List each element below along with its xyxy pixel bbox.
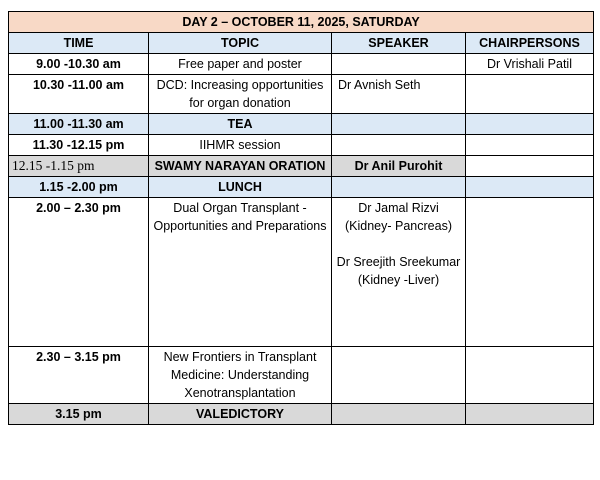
schedule-table — [8, 11, 594, 425]
header-time: TIME — [9, 33, 149, 54]
time-cell: 3.15 pm — [9, 404, 149, 425]
topic-cell: IIHMR session — [149, 135, 332, 156]
chair-cell: Dr Vrishali Patil — [466, 54, 594, 75]
table-row — [9, 54, 594, 75]
chair-cell — [466, 347, 594, 404]
speaker-name: Dr Sreejith Sreekumar (Kidney -Liver) — [336, 255, 461, 287]
topic-cell: Dual Organ Transplant - Opportunities and Preparations — [149, 198, 332, 347]
table-row — [9, 135, 594, 156]
speaker-cell — [332, 404, 466, 425]
speaker-cell — [332, 347, 466, 404]
speaker-cell — [332, 177, 466, 198]
table-row — [9, 347, 594, 404]
chair-cell — [466, 177, 594, 198]
chair-cell — [466, 114, 594, 135]
table-row — [9, 75, 594, 114]
topic-cell: Free paper and poster — [149, 54, 332, 75]
title-row — [9, 12, 594, 33]
time-cell: 10.30 -11.00 am — [9, 75, 149, 114]
topic-cell: New Frontiers in Transplant Medicine: Understanding Xenotransplantation — [149, 347, 332, 404]
header-chairpersons: CHAIRPERSONS — [466, 33, 594, 54]
speaker-cell: Dr Anil Purohit — [332, 156, 466, 177]
topic-cell: TEA — [149, 114, 332, 135]
time-cell: 2.00 – 2.30 pm — [9, 198, 149, 347]
table-row — [9, 177, 594, 198]
speaker-cell — [332, 135, 466, 156]
chair-cell — [466, 156, 594, 177]
chair-cell — [466, 135, 594, 156]
time-cell: 1.15 -2.00 pm — [9, 177, 149, 198]
speaker-cell — [332, 114, 466, 135]
table-row — [9, 114, 594, 135]
table-row — [9, 198, 594, 347]
chair-cell — [466, 404, 594, 425]
topic-cell: DCD: Increasing opportunities for organ donation — [149, 75, 332, 114]
speaker-cell — [332, 54, 466, 75]
speaker-cell: Dr Avnish Seth — [332, 75, 466, 114]
topic-cell: VALEDICTORY — [149, 404, 332, 425]
speaker-cell — [332, 198, 466, 347]
day-title: DAY 2 – OCTOBER 11, 2025, SATURDAY — [9, 12, 594, 33]
time-cell: 2.30 – 3.15 pm — [9, 347, 149, 404]
spacer — [335, 235, 462, 253]
header-topic: TOPIC — [149, 33, 332, 54]
speaker-name: Dr Jamal Rizvi (Kidney- Pancreas) — [345, 201, 452, 233]
topic-cell: SWAMY NARAYAN ORATION — [149, 156, 332, 177]
time-cell: 11.00 -11.30 am — [9, 114, 149, 135]
time-cell: 9.00 -10.30 am — [9, 54, 149, 75]
time-cell: 11.30 -12.15 pm — [9, 135, 149, 156]
topic-cell: LUNCH — [149, 177, 332, 198]
header-speaker: SPEAKER — [332, 33, 466, 54]
time-cell: 12.15 -1.15 pm — [9, 156, 149, 177]
table-row — [9, 404, 594, 425]
chair-cell — [466, 75, 594, 114]
chair-cell — [466, 198, 594, 347]
header-row — [9, 33, 594, 54]
table-row — [9, 156, 594, 177]
